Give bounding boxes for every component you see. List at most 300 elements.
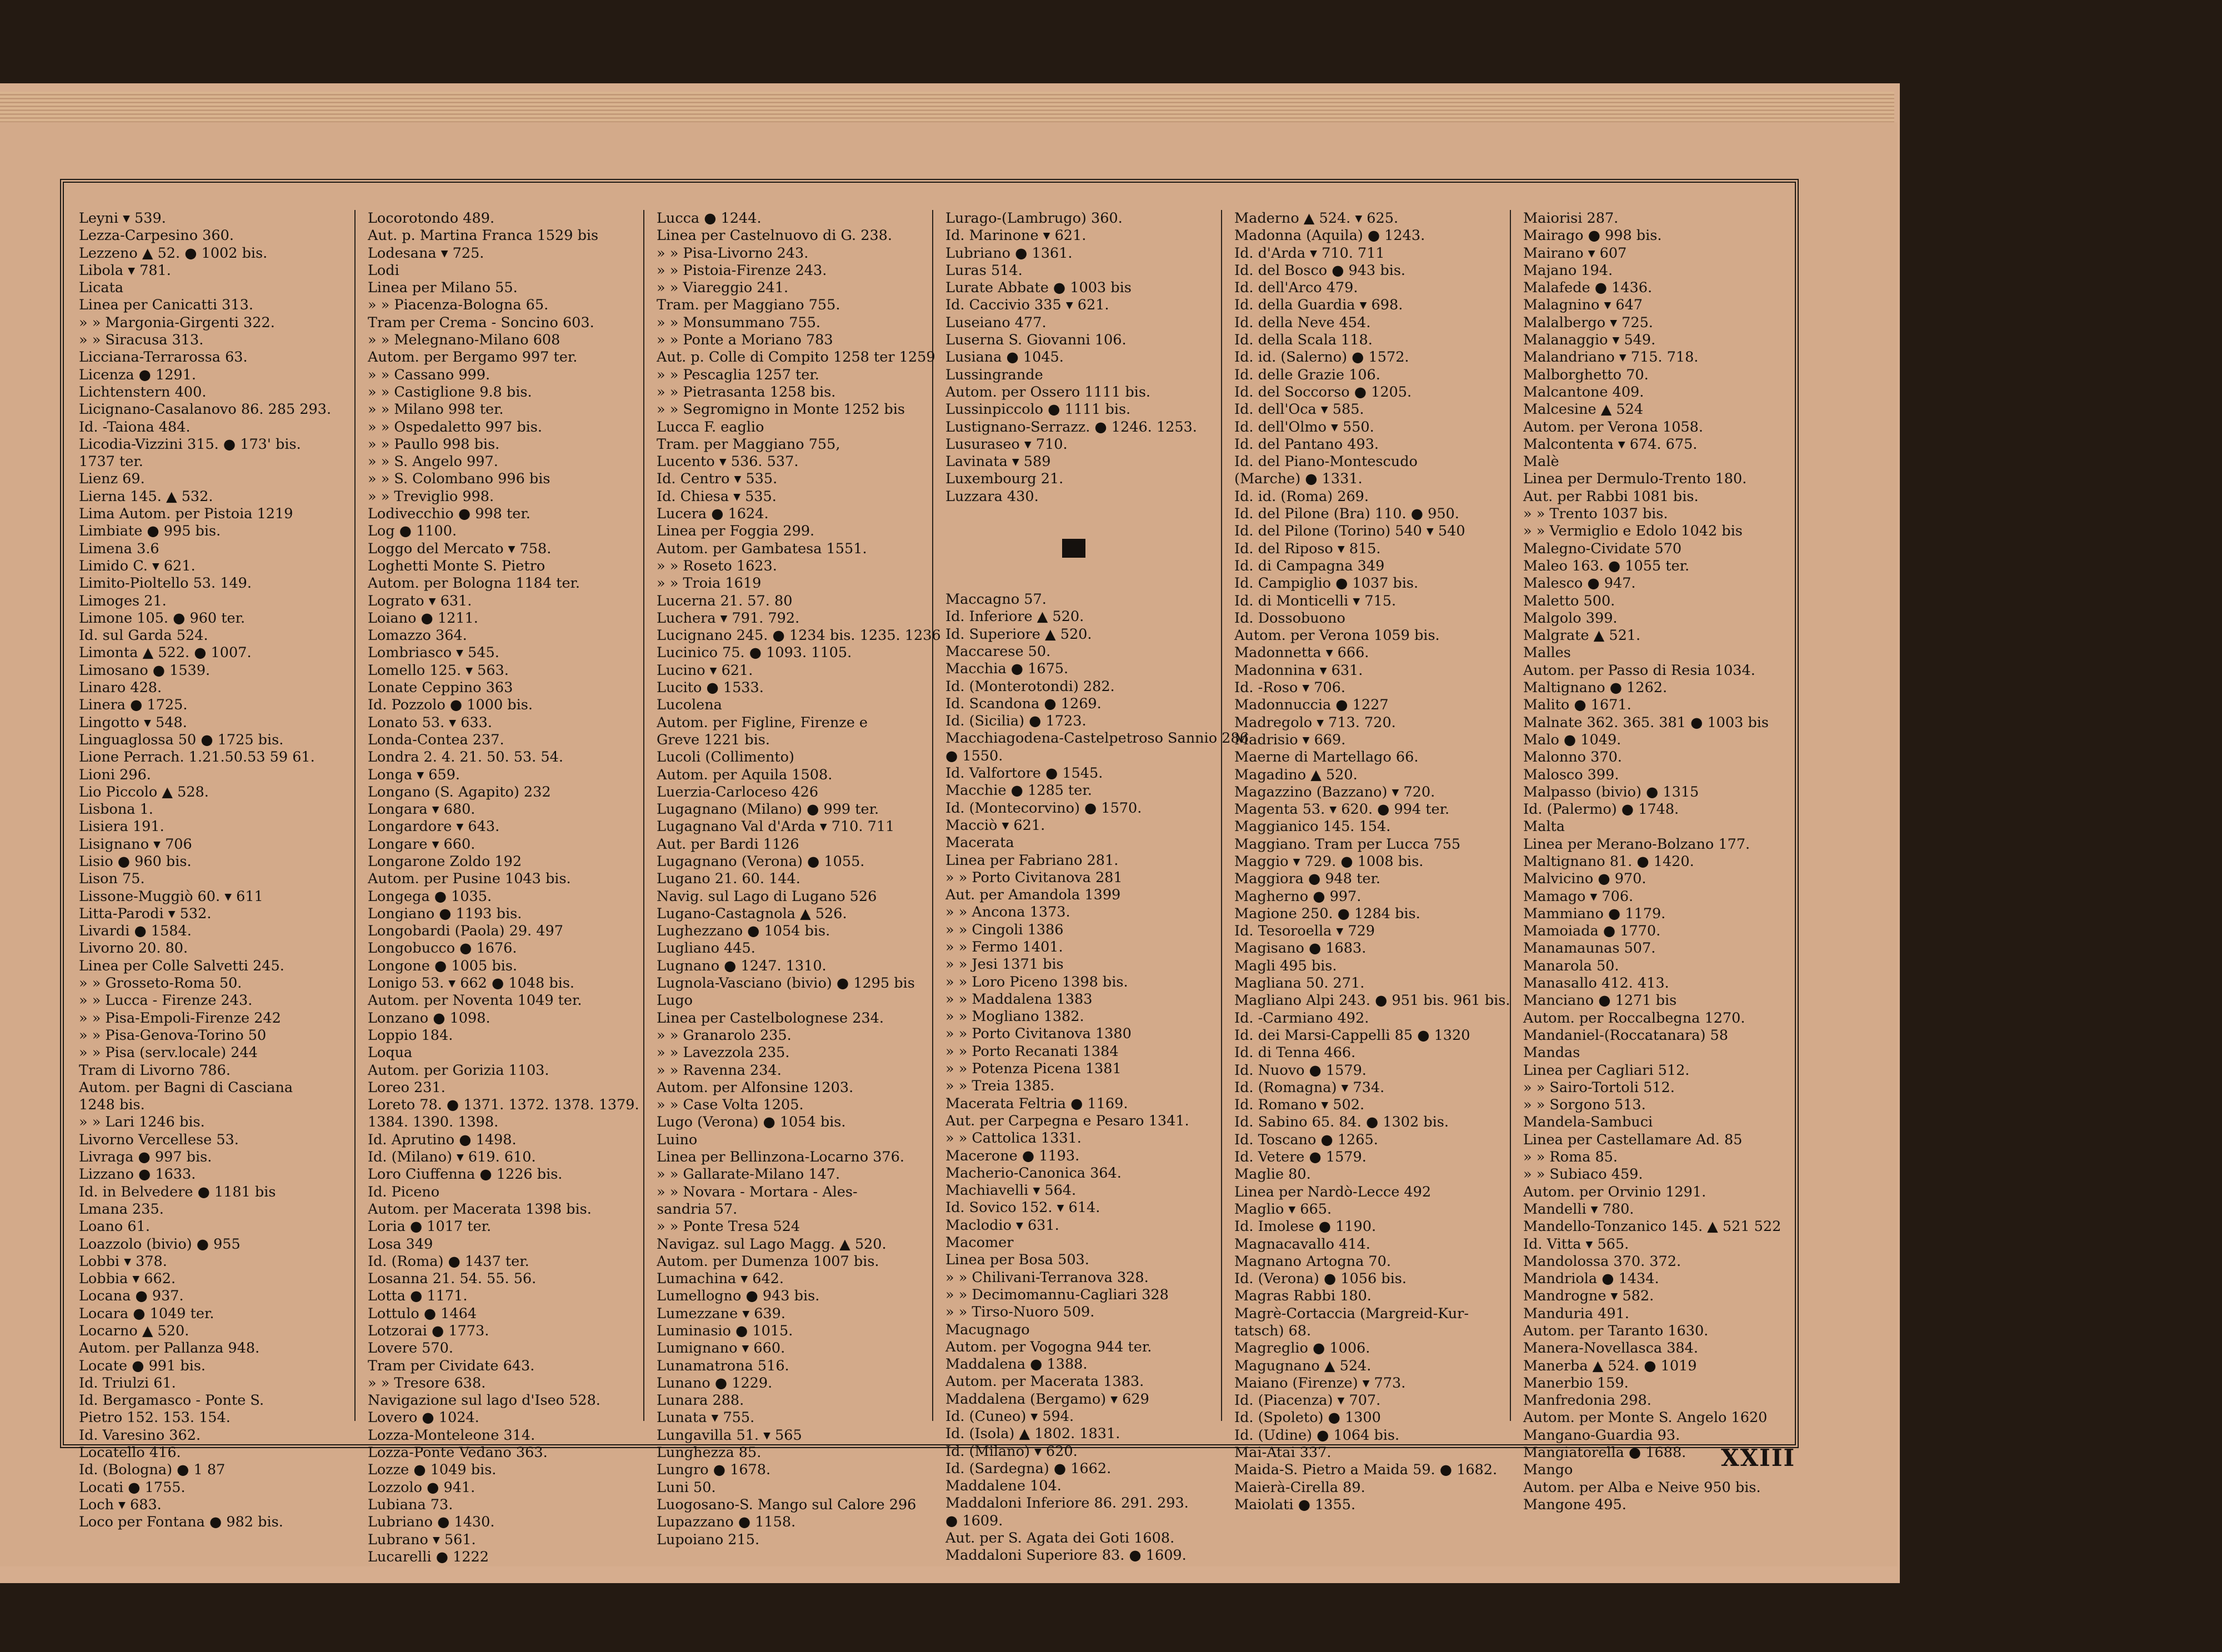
- index-entry: Autom. per Noventa 1049 ter.: [368, 992, 582, 1009]
- index-entry: Lissone-Muggiò 60. ▾ 611: [79, 888, 263, 905]
- index-entry: Longobardi (Paola) 29. 497: [368, 923, 563, 940]
- index-entry: » » Viareggio 241.: [657, 279, 789, 297]
- index-entry: Loiano ● 1211.: [368, 609, 478, 627]
- index-entry: Lotta ● 1171.: [368, 1288, 468, 1305]
- index-entry: » » Cingoli 1386: [945, 921, 1064, 938]
- index-entry: Loano 61.: [79, 1218, 150, 1235]
- index-entry: Lugano-Castagnola ▲ 526.: [657, 905, 847, 922]
- index-entry: Autom. per Vogogna 944 ter.: [945, 1338, 1152, 1355]
- index-entry: Id. Superiore ▲ 520.: [945, 625, 1092, 643]
- index-entry: Linera ● 1725.: [79, 697, 188, 714]
- index-entry: Aut. per Carpegna e Pesaro 1341.: [945, 1112, 1189, 1129]
- index-entry: Id. (Cuneo) ▾ 594.: [945, 1408, 1074, 1425]
- index-entry: Magras Rabbi 180.: [1234, 1288, 1372, 1305]
- index-entry: Lussingrande: [945, 366, 1043, 383]
- index-entry: Maddaloni Superiore 83. ● 1609.: [945, 1547, 1187, 1564]
- index-entry: Mangano-Guardia 93.: [1523, 1426, 1680, 1444]
- index-entry: Id. (Milano) ▾ 619. 610.: [368, 1149, 536, 1166]
- index-entry: Id. dell'Olmo ▾ 550.: [1234, 418, 1374, 435]
- index-entry: Id. (Verona) ● 1056 bis.: [1234, 1270, 1407, 1288]
- index-column-5: [1234, 210, 1510, 1513]
- index-entry: Lisignano ▾ 706: [79, 835, 192, 853]
- index-entry: Lozza-Ponte Vedano 363.: [368, 1444, 548, 1461]
- index-entry: Macchie ● 1285 ter.: [945, 782, 1092, 799]
- index-entry: Id. Valfortore ● 1545.: [945, 765, 1103, 782]
- index-entry: Id. dell'Arco 479.: [1234, 279, 1358, 297]
- index-entry: Aut. per Amandola 1399: [945, 887, 1121, 904]
- index-entry: Manarola 50.: [1523, 957, 1619, 974]
- index-entry: Mairago ● 998 bis.: [1523, 227, 1662, 244]
- index-entry: » » S. Colombano 996 bis: [368, 470, 551, 488]
- index-entry: Lunghezza 85.: [657, 1444, 762, 1461]
- index-entry: Lonate Ceppino 363: [368, 679, 513, 697]
- index-entry: Malanaggio ▾ 549.: [1523, 332, 1656, 349]
- index-entry: Lomazzo 364.: [368, 627, 467, 644]
- index-entry: Maglio ▾ 665.: [1234, 1200, 1332, 1218]
- column-rule: [1510, 210, 1511, 1421]
- section-mark: [1062, 539, 1085, 558]
- index-entry: Autom. per Bergamo 997 ter.: [368, 349, 578, 366]
- index-entry: Id. Sovico 152. ▾ 614.: [945, 1199, 1100, 1217]
- index-entry: Lodesana ▾ 725.: [368, 244, 484, 262]
- index-entry: Autom. per Dumenza 1007 bis.: [657, 1253, 879, 1270]
- index-entry: Luni 50.: [657, 1479, 716, 1496]
- index-entry: Id. Aprutino ● 1498.: [368, 1131, 517, 1148]
- index-entry: » » Siracusa 313.: [79, 332, 204, 349]
- index-column-1: [79, 210, 346, 1531]
- index-entry: Lucito ● 1533.: [657, 679, 764, 697]
- index-entry: » » Ospedaletto 997 bis.: [368, 418, 542, 435]
- index-entry: Magione 250. ● 1284 bis.: [1234, 905, 1420, 922]
- index-entry: Tram. per Maggiano 755,: [657, 435, 840, 453]
- index-entry: Licenza ● 1291.: [79, 366, 196, 383]
- index-entry: Id. Imolese ● 1190.: [1234, 1218, 1377, 1235]
- index-entry: Autom. per Verona 1059 bis.: [1234, 627, 1440, 644]
- index-entry: Luogosano-S. Mango sul Calore 296: [657, 1496, 917, 1513]
- index-entry: Lussinpiccolo ● 1111 bis.: [945, 401, 1131, 418]
- index-entry: » » Segromigno in Monte 1252 bis: [657, 401, 905, 418]
- index-entry: Loggo del Mercato ▾ 758.: [368, 540, 552, 557]
- index-entry: Id. (Milano) ▾ 620.: [945, 1443, 1078, 1460]
- index-entry: Locarno ▲ 520.: [79, 1323, 189, 1339]
- index-entry: Limito-Pioltello 53. 149.: [79, 575, 252, 592]
- index-entry: Malborghetto 70.: [1523, 366, 1649, 383]
- index-entry: Lunano ● 1229.: [657, 1374, 773, 1391]
- index-entry: Maddalena ● 1388.: [945, 1356, 1088, 1373]
- index-entry: » » Paullo 998 bis.: [368, 435, 500, 453]
- index-entry: Id. Tesoroella ▾ 729: [1234, 923, 1375, 940]
- index-entry: Id. di Campagna 349: [1234, 557, 1385, 574]
- index-entry: Magazzino (Bazzano) ▾ 720.: [1234, 783, 1435, 800]
- index-entry: Lucoli (Collimento): [657, 749, 794, 766]
- index-entry: Linea per Dermulo-Trento 180.: [1523, 470, 1747, 488]
- index-entry: Id. (Sicilia) ● 1723.: [945, 713, 1087, 730]
- index-entry: Lichtenstern 400.: [79, 383, 207, 401]
- index-entry: Loch ▾ 683.: [79, 1496, 162, 1513]
- index-entry: Id. Chiesa ▾ 535.: [657, 488, 777, 505]
- index-entry: Autom. per Gorizia 1103.: [368, 1062, 549, 1079]
- index-entry: Lucolena: [657, 697, 722, 714]
- index-entry: Lupoiano 215.: [657, 1531, 760, 1548]
- index-entry: Linea per Bosa 503.: [945, 1251, 1089, 1269]
- index-entry: Linaro 428.: [79, 679, 162, 697]
- index-entry: Mandela-Sambuci: [1523, 1114, 1653, 1131]
- index-entry: (Marche) ● 1331.: [1234, 470, 1363, 488]
- index-entry: » » Maddalena 1383: [945, 990, 1093, 1008]
- index-entry: » » Ponte Tresa 524: [657, 1218, 800, 1235]
- index-entry: » » Trento 1037 bis.: [1523, 505, 1668, 523]
- index-entry: Id. Pozzolo ● 1000 bis.: [368, 697, 533, 714]
- index-entry: » » Vermiglio e Edolo 1042 bis: [1523, 523, 1743, 540]
- index-entry: Lima Autom. per Pistoia 1219: [79, 505, 293, 523]
- index-entry: Majano 194.: [1523, 262, 1613, 279]
- index-entry: » » Grosseto-Roma 50.: [79, 975, 242, 992]
- index-entry: » » Cassano 999.: [368, 366, 491, 383]
- index-entry: » » Lucca - Firenze 243.: [79, 992, 253, 1009]
- index-entry: Manera-Novellasca 384.: [1523, 1340, 1698, 1357]
- index-entry: Longega ● 1035.: [368, 888, 492, 905]
- index-entry: Id. (Roma) ● 1437 ter.: [368, 1253, 529, 1270]
- index-entry: » » Pietrasanta 1258 bis.: [657, 383, 836, 401]
- index-entry: Autom. per Figline, Firenze e: [657, 714, 868, 731]
- index-entry: » » Milano 998 ter.: [368, 401, 504, 418]
- index-entry: Linea per Bellinzona-Locarno 376.: [657, 1149, 904, 1166]
- index-entry: Id. del Soccorso ● 1205.: [1234, 383, 1412, 401]
- index-entry: » » Melegnano-Milano 608: [368, 332, 560, 349]
- index-entry: » » Monsummano 755.: [657, 314, 821, 331]
- index-entry: Macciò ▾ 621.: [945, 817, 1045, 834]
- index-entry: Lucignano 245. ● 1234 bis. 1235. 1236: [657, 627, 941, 644]
- index-entry: Id. (Isola) ▲ 1802. 1831.: [945, 1425, 1120, 1443]
- index-entry: » » Lavezzola 235.: [657, 1044, 790, 1062]
- index-entry: Aut. per Bardi 1126: [657, 835, 799, 853]
- index-entry: Lomello 125. ▾ 563.: [368, 662, 509, 679]
- index-entry: Id. dell'Oca ▾ 585.: [1234, 401, 1364, 418]
- index-entry: Autom. per Ossero 1111 bis.: [945, 383, 1151, 401]
- index-entry: Id. (Montecorvino) ● 1570.: [945, 799, 1142, 817]
- index-entry: Lisio ● 960 bis.: [79, 853, 192, 870]
- index-entry: Autom. per Roccalbegna 1270.: [1523, 1009, 1745, 1027]
- index-entry: Maderno ▲ 524. ▾ 625.: [1234, 210, 1399, 227]
- index-entry: Linguaglossa 50 ● 1725 bis.: [79, 731, 284, 748]
- index-entry: Navig. sul Lago di Lugano 526: [657, 888, 877, 905]
- index-entry: Longare ▾ 660.: [368, 835, 476, 853]
- index-entry: Id. Bergamasco - Ponte S.: [79, 1392, 264, 1409]
- index-entry: Id. del Pantano 493.: [1234, 435, 1379, 453]
- index-entry: Autom. per Gambatesa 1551.: [657, 540, 867, 557]
- index-entry: Loco per Fontana ● 982 bis.: [79, 1514, 283, 1531]
- index-entry: Navigaz. sul Lago Magg. ▲ 520.: [657, 1235, 887, 1253]
- index-entry: Loreo 231.: [368, 1079, 446, 1096]
- index-entry: Tram per Cividate 643.: [368, 1357, 535, 1374]
- index-entry: » » Decimomannu-Cagliari 328: [945, 1286, 1169, 1303]
- index-entry: Lubrano ▾ 561.: [368, 1531, 476, 1548]
- index-entry: Autom. per Pallanza 948.: [79, 1340, 260, 1357]
- index-entry: Lio Piccolo ▲ 528.: [79, 783, 209, 800]
- index-entry: » » Fermo 1401.: [945, 938, 1063, 955]
- index-entry: Locana ● 937.: [79, 1288, 184, 1305]
- index-entry: Autom. per Passo di Resia 1034.: [1523, 662, 1755, 679]
- index-entry: Id. Marinone ▾ 621.: [945, 227, 1087, 244]
- index-entry: Mandrogne ▾ 582.: [1523, 1288, 1654, 1305]
- index-entry: Macerata: [945, 834, 1014, 852]
- column-rule: [643, 210, 644, 1421]
- index-entry: Malito ● 1671.: [1523, 697, 1632, 714]
- page-edges: [0, 92, 1894, 125]
- index-entry: Magli 495 bis.: [1234, 957, 1337, 974]
- index-entry: » » Loro Piceno 1398 bis.: [945, 973, 1128, 990]
- index-entry: Lione Perrach. 1.21.50.53 59 61.: [79, 749, 315, 766]
- index-entry: Lugnola-Vasciano (bivio) ● 1295 bis: [657, 975, 915, 992]
- index-entry: Lienz 69.: [79, 470, 145, 488]
- index-entry: Lonigo 53. ▾ 662 ● 1048 bis.: [368, 975, 575, 992]
- index-entry: Lezza-Carpesino 360.: [79, 227, 234, 244]
- index-entry: Id. della Guardia ▾ 698.: [1234, 297, 1403, 314]
- index-entry: Malegno-Cividate 570: [1523, 540, 1682, 557]
- index-entry: Magugnano ▲ 524.: [1234, 1357, 1372, 1374]
- index-entry: Mammiano ● 1179.: [1523, 905, 1666, 922]
- index-entry: Tram. per Maggiano 755.: [657, 297, 840, 314]
- index-entry: Losa 349: [368, 1235, 433, 1253]
- index-entry: Magadino ▲ 520.: [1234, 766, 1358, 783]
- index-entry: Leyni ▾ 539.: [79, 210, 166, 227]
- index-entry: Lovere 570.: [368, 1340, 453, 1357]
- index-entry: Maggiano. Tram per Lucca 755: [1234, 835, 1461, 853]
- index-entry: » » Chilivani-Terranova 328.: [945, 1269, 1149, 1286]
- index-entry: Livorno 20. 80.: [79, 940, 188, 957]
- index-entry: » » Case Volta 1205.: [657, 1097, 804, 1114]
- index-entry: » » Porto Civitanova 281: [945, 869, 1123, 886]
- index-entry: Lupazzano ● 1158.: [657, 1514, 796, 1531]
- index-entry: Malvicino ● 970.: [1523, 870, 1647, 888]
- index-entry: Licignano-Casalanovo 86. 285 293.: [79, 401, 332, 418]
- index-entry: Log ● 1100.: [368, 523, 457, 540]
- index-entry: Linea per Canicatti 313.: [79, 297, 253, 314]
- column-rule: [354, 210, 356, 1421]
- index-entry: Linea per Castellamare Ad. 85: [1523, 1131, 1743, 1148]
- index-entry: Lison 75.: [79, 870, 145, 888]
- index-column-2: [368, 210, 639, 1565]
- index-entry: Maddalene 104.: [945, 1478, 1062, 1495]
- index-entry: Lumignano ▾ 660.: [657, 1340, 785, 1357]
- index-entry: Id. (Spoleto) ● 1300: [1234, 1409, 1381, 1426]
- index-entry: Lubriano ● 1430.: [368, 1514, 495, 1531]
- index-entry: Lugagnano Val d'Arda ▾ 710. 711: [657, 818, 895, 835]
- index-entry: 1384. 1390. 1398.: [368, 1114, 499, 1131]
- index-entry: Longardore ▾ 643.: [368, 818, 500, 835]
- index-entry: Madonna (Aquila) ● 1243.: [1234, 227, 1425, 244]
- index-entry: Lucinico 75. ● 1093. 1105.: [657, 644, 852, 662]
- index-entry: » » Pescaglia 1257 ter.: [657, 366, 819, 383]
- index-entry: Id. Triulzi 61.: [79, 1374, 176, 1391]
- index-entry: Autom. per Verona 1058.: [1523, 418, 1703, 435]
- index-entry: Limonta ▲ 522. ● 1007.: [79, 644, 252, 662]
- index-entry: Malta: [1523, 818, 1565, 835]
- index-entry: Id. -Taiona 484.: [79, 418, 191, 435]
- index-entry: Lucca F. eaglio: [657, 418, 764, 435]
- index-entry: Malagnino ▾ 647: [1523, 297, 1643, 314]
- index-entry: Id. (Udine) ● 1064 bis.: [1234, 1426, 1400, 1444]
- index-entry: Id. del Pilone (Bra) 110. ● 950.: [1234, 505, 1459, 523]
- index-entry: Lingotto ▾ 548.: [79, 714, 187, 731]
- index-entry: Limosano ● 1539.: [79, 662, 211, 679]
- index-entry: Locatello 416.: [79, 1444, 181, 1461]
- index-entry: Lugagnano (Milano) ● 999 ter.: [657, 801, 879, 818]
- index-column-3: [657, 210, 941, 1548]
- index-entry: Manamaunas 507.: [1523, 940, 1656, 957]
- index-entry: Aut. per Rabbi 1081 bis.: [1523, 488, 1699, 505]
- index-entry: Macherio-Canonica 364.: [945, 1164, 1122, 1182]
- index-entry: Pietro 152. 153. 154.: [79, 1409, 231, 1426]
- index-entry: » » Lari 1246 bis.: [79, 1114, 205, 1131]
- index-entry: Autom. per Macerata 1383.: [945, 1373, 1144, 1390]
- index-entry: 1248 bis.: [79, 1097, 145, 1114]
- index-entry: Maglie 80.: [1234, 1166, 1311, 1183]
- index-entry: Lmana 235.: [79, 1200, 164, 1218]
- index-entry: Magrè-Cortaccia (Margreid-Kur-: [1234, 1305, 1469, 1322]
- index-column-4: [945, 210, 1249, 1564]
- index-entry: Madrisio ▾ 669.: [1234, 731, 1346, 748]
- index-entry: Limena 3.6: [79, 540, 159, 557]
- index-entry: Lodi: [368, 262, 399, 279]
- index-entry: Maddalena (Bergamo) ▾ 629: [945, 1390, 1149, 1408]
- index-entry: » » Novara - Mortara - Ales-: [657, 1183, 858, 1200]
- index-entry: » » Cattolica 1331.: [945, 1130, 1082, 1147]
- index-entry: Id. di Monticelli ▾ 715.: [1234, 592, 1397, 609]
- index-entry: Lobbia ▾ 662.: [79, 1270, 176, 1288]
- index-entry: Maierà-Cirella 89.: [1234, 1479, 1365, 1496]
- index-entry: Mamoiada ● 1770.: [1523, 923, 1661, 940]
- index-entry: » » Potenza Picena 1381: [945, 1060, 1122, 1078]
- index-entry: » » Ravenna 234.: [657, 1062, 782, 1079]
- index-entry: Luseiano 477.: [945, 314, 1047, 331]
- index-entry: Licciana-Terrarossa 63.: [79, 349, 248, 366]
- index-entry: Autom. per Alfonsine 1203.: [657, 1079, 854, 1096]
- index-entry: Id. d'Arda ▾ 710. 711: [1234, 244, 1385, 262]
- index-entry: Lucerna 21. 57. 80: [657, 592, 793, 609]
- index-entry: Id. delle Grazie 106.: [1234, 366, 1380, 383]
- index-entry: » » Ancona 1373.: [945, 904, 1070, 921]
- index-entry: Lubriano ● 1361.: [945, 244, 1073, 262]
- index-entry: Luxembourg 21.: [945, 470, 1064, 488]
- index-entry: Manerba ▲ 524. ● 1019: [1523, 1357, 1697, 1374]
- index-entry: Lovero ● 1024.: [368, 1409, 479, 1426]
- index-entry: Luminasio ● 1015.: [657, 1323, 793, 1339]
- index-entry: Madonnina ▾ 631.: [1234, 662, 1363, 679]
- index-entry: Maggio ▾ 729. ● 1008 bis.: [1234, 853, 1424, 870]
- index-entry: Malpasso (bivio) ● 1315: [1523, 783, 1699, 800]
- index-entry: Id. (Piacenza) ▾ 707.: [1234, 1392, 1381, 1409]
- index-entry: Magreglio ● 1006.: [1234, 1340, 1370, 1357]
- index-entry: Malandriano ▾ 715. 718.: [1523, 349, 1699, 366]
- index-entry: Navigazione sul lago d'Iseo 528.: [368, 1392, 600, 1409]
- index-entry: Lugo (Verona) ● 1054 bis.: [657, 1114, 846, 1131]
- index-entry: Lucca ● 1244.: [657, 210, 762, 227]
- index-entry: Autom. per Orvinio 1291.: [1523, 1183, 1706, 1200]
- index-entry: Lungavilla 51. ▾ 565: [657, 1426, 802, 1444]
- index-entry: Malcesine ▲ 524: [1523, 401, 1644, 418]
- index-entry: Licata: [79, 279, 124, 297]
- index-entry: Luino: [657, 1131, 698, 1148]
- index-entry: Linea per Cagliari 512.: [1523, 1062, 1690, 1079]
- index-entry: Maccagno 57.: [945, 591, 1047, 608]
- index-entry: » » Tirso-Nuoro 509.: [945, 1304, 1095, 1321]
- index-entry: Lugano 21. 60. 144.: [657, 870, 800, 888]
- index-entry: Madonnuccia ● 1227: [1234, 697, 1389, 714]
- index-entry: Maltignano ● 1262.: [1523, 679, 1668, 697]
- index-entry: Id. (Sardegna) ● 1662.: [945, 1460, 1112, 1477]
- index-entry: Id. di Tenna 466.: [1234, 1044, 1356, 1062]
- column-rule: [932, 210, 933, 1421]
- index-entry: Mairano ▾ 607: [1523, 244, 1627, 262]
- index-entry: Aut. p. Martina Franca 1529 bis: [368, 227, 599, 244]
- index-entry: Id. id. (Roma) 269.: [1234, 488, 1369, 505]
- index-entry: Mandello-Tonzanico 145. ▲ 521 522: [1523, 1218, 1781, 1235]
- index-entry: Maclodio ▾ 631.: [945, 1217, 1059, 1234]
- index-entry: » » Treia 1385.: [945, 1078, 1055, 1095]
- index-entry: Macerone ● 1193.: [945, 1147, 1080, 1164]
- index-entry: » » Treviglio 998.: [368, 488, 494, 505]
- index-entry: Maida-S. Pietro a Maida 59. ● 1682.: [1234, 1461, 1498, 1479]
- index-entry: » » Troia 1619: [657, 575, 762, 592]
- index-entry: Lughezzano ● 1054 bis.: [657, 923, 830, 940]
- index-entry: Id. Vetere ● 1579.: [1234, 1149, 1367, 1166]
- index-entry: Lumezzane ▾ 639.: [657, 1305, 786, 1322]
- index-entry: Id. Inferiore ▲ 520.: [945, 608, 1084, 625]
- index-entry: Mandelli ▾ 780.: [1523, 1200, 1634, 1218]
- index-entry: Autom. per Taranto 1630.: [1523, 1323, 1709, 1339]
- index-entry: Manfredonia 298.: [1523, 1392, 1652, 1409]
- index-entry: Longobucco ● 1676.: [368, 940, 517, 957]
- index-entry: Magenta 53. ▾ 620. ● 994 ter.: [1234, 801, 1450, 818]
- index-entry: Luerzia-Carloceso 426: [657, 783, 819, 800]
- index-entry: Lizzano ● 1633.: [79, 1166, 196, 1183]
- index-entry: » » Castiglione 9.8 bis.: [368, 383, 532, 401]
- index-entry: Mandriola ● 1434.: [1523, 1270, 1659, 1288]
- index-entry: Magisano ● 1683.: [1234, 940, 1367, 957]
- index-entry: » » Granarolo 235.: [657, 1027, 792, 1044]
- index-entry: Lungro ● 1678.: [657, 1461, 771, 1479]
- index-entry: Lubiana 73.: [368, 1496, 453, 1513]
- index-entry: Manasallo 412. 413.: [1523, 975, 1669, 992]
- index-entry: Lonato 53. ▾ 633.: [368, 714, 492, 731]
- index-entry: Londa-Contea 237.: [368, 731, 504, 748]
- index-entry: » » Roseto 1623.: [657, 557, 777, 574]
- index-entry: » » Pistoia-Firenze 243.: [657, 262, 827, 279]
- index-entry: Lodivecchio ● 998 ter.: [368, 505, 531, 523]
- index-entry: Id. Scandona ● 1269.: [945, 695, 1102, 712]
- index-entry: Malgolo 399.: [1523, 609, 1618, 627]
- index-entry: Loqua: [368, 1044, 413, 1062]
- index-entry: Autom. per Pusine 1043 bis.: [368, 870, 571, 888]
- index-entry: Locati ● 1755.: [79, 1479, 186, 1496]
- index-entry: ● 1550.: [945, 747, 1003, 764]
- index-entry: Lucino ▾ 621.: [657, 662, 753, 679]
- index-entry: Manerbio 159.: [1523, 1374, 1629, 1391]
- index-entry: Mandas: [1523, 1044, 1580, 1062]
- index-entry: Greve 1221 bis.: [657, 731, 770, 748]
- index-entry: Mangiatorella ● 1688.: [1523, 1444, 1686, 1461]
- index-entry: Livorno Vercellese 53.: [79, 1131, 239, 1148]
- index-entry: Id. in Belvedere ● 1181 bis: [79, 1183, 276, 1200]
- index-entry: Id. Varesino 362.: [79, 1426, 201, 1444]
- index-entry: Magliano Alpi 243. ● 951 bis. 961 bis.: [1234, 992, 1510, 1009]
- index-entry: Lucento ▾ 536. 537.: [657, 453, 799, 470]
- index-entry: Mandolossa 370. 372.: [1523, 1253, 1681, 1270]
- index-entry: Id. (Bologna) ● 1 87: [79, 1461, 226, 1479]
- index-entry: Aut. p. Colle di Compito 1258 ter 1259: [657, 349, 935, 366]
- index-entry: Livraga ● 997 bis.: [79, 1149, 212, 1166]
